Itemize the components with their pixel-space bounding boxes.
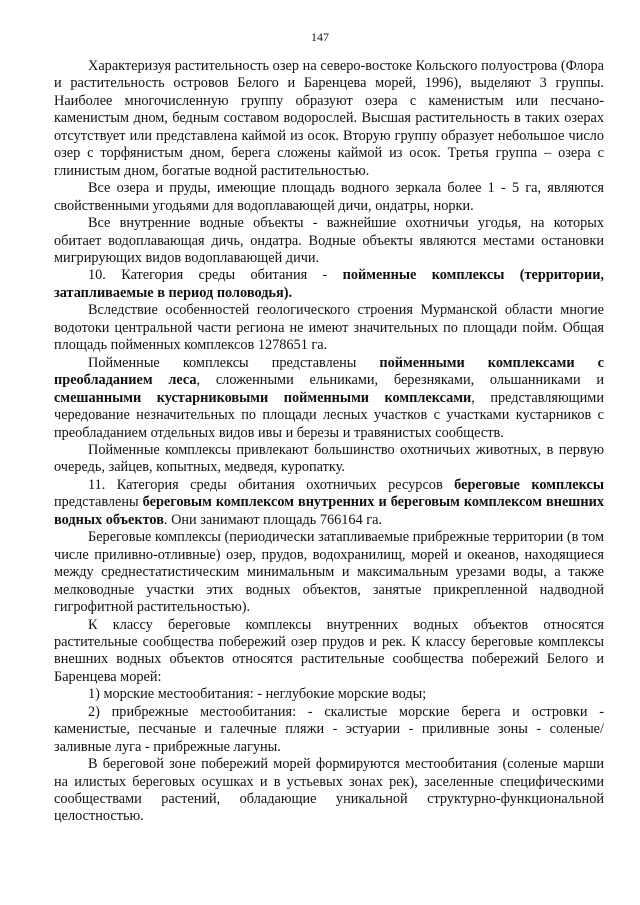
text-run: представлены	[54, 494, 143, 511]
text-run: Вследствие особенностей геологического строения Мурманской области многие водотоки центральной части региона не имеют значительных по площади пойм. Общая площадь пойменных комплексов 1278651 га.	[54, 302, 604, 354]
paragraph	[54, 442, 604, 477]
paragraph	[54, 58, 604, 180]
paragraph	[54, 756, 604, 826]
text-run: В береговой зоне побережий морей формируются местообитания (соленые марши на илистых береговых осушках и в устьевых зонах рек), заселенные специфическими сообществами растений, обладающие уникальной структурно-функциональной целостностью.	[54, 756, 604, 825]
paragraph	[54, 215, 604, 267]
text-run: , представляющими чередование незначительных по площади лесных участков с участками кустарников с преобладанием отдельных видов ивы и березы и травянистых сообществ.	[54, 389, 604, 441]
body-text	[54, 58, 604, 826]
paragraph	[54, 267, 604, 302]
paragraph	[54, 302, 604, 354]
paragraph	[54, 355, 604, 442]
text-run: 1) морские местообитания: - неглубокие морские воды;	[88, 686, 427, 703]
text-run: , сложенными ельниками, березняками, ольшанниками и	[196, 372, 604, 389]
paragraph	[54, 529, 604, 616]
paragraph	[54, 477, 604, 529]
paragraph	[54, 617, 604, 687]
text-run: 2) прибрежные местообитания: - скалистые морские берега и островки - каменистые, песчаные и галечные пляжи - эстуарии - приливные зоны - соленые/заливные луга - прибрежные лагуны.	[54, 703, 604, 755]
text-run: К классу береговые комплексы внутренних водных объектов относятся растительные сообщества побережий озер прудов и рек. К классу береговые комплексы внешних водных объектов относятся растительные сообщества побережий Белого и Баренцева морей:	[54, 616, 604, 685]
bold-text: береговым комплексом внутренних и береговым комплексом внешних водных объектов	[54, 494, 605, 528]
bold-text: смешанными кустарниковыми пойменными комплексами	[54, 389, 472, 406]
text-run: Пойменные комплексы привлекают большинство охотничьих животных, в первую очередь, зайцев, копытных, медведя, куропатку.	[54, 441, 604, 476]
text-run: Пойменные комплексы представлены	[88, 354, 380, 371]
text-run: 11. Категория среды обитания охотничьих ресурсов	[88, 476, 455, 493]
bold-text: пойменные комплексы (территории, затапливаемые в период половодья).	[54, 267, 605, 301]
text-run: Все озера и пруды, имеющие площадь водного зеркала более 1 - 5 га, являются свойственными угодьями для водоплавающей дичи, ондатры, норки.	[54, 180, 604, 214]
page-number: 147	[311, 30, 329, 44]
paragraph	[54, 704, 604, 756]
text-run: Все внутренние водные объекты - важнейшие охотничьи угодья, на которых обитает водоплавающая дичь, ондатра. Водные объекты являются местами остановки мигрирующих видов водоплавающей дичи.	[54, 215, 604, 266]
paragraph	[54, 686, 604, 703]
bold-text: пойменными комплексами с преобладанием леса	[54, 354, 605, 389]
paragraph	[54, 180, 604, 215]
bold-text: береговые комплексы	[454, 476, 604, 493]
text-run: 10. Категория среды обитания -	[88, 267, 343, 284]
text-run: Береговые комплексы (периодически затапливаемые прибрежные территории (в том числе приливно-отливные) озер, прудов, водохранилищ, морей и океанов, находящиеся между среднестатистическим минимальным и максимальным урезами воды, а также мелководные участки этих водных объектов, занятые прикрепленной надводной гигрофитной растительностью).	[54, 529, 604, 616]
text-run: Характеризуя растительность озер на северо-востоке Кольского полуострова (Флора и растительность островов Белого и Баренцева морей, 1996), выделяют 3 группы. Наиболее многочисленную группу образуют озера с каменистым или песчано-каменистым дном, бедным составом водорослей. Высшая растительность в таких озерах отсутствует или представлена каймой из осок. Вторую группу образует небольшое число озер с торфянистым дном, берега сложены каймой из осок. Третья группа – озера с глинистым дном, богатые водной растительностью.	[54, 58, 604, 179]
text-run: . Они занимают площадь 766164 га.	[163, 511, 383, 528]
